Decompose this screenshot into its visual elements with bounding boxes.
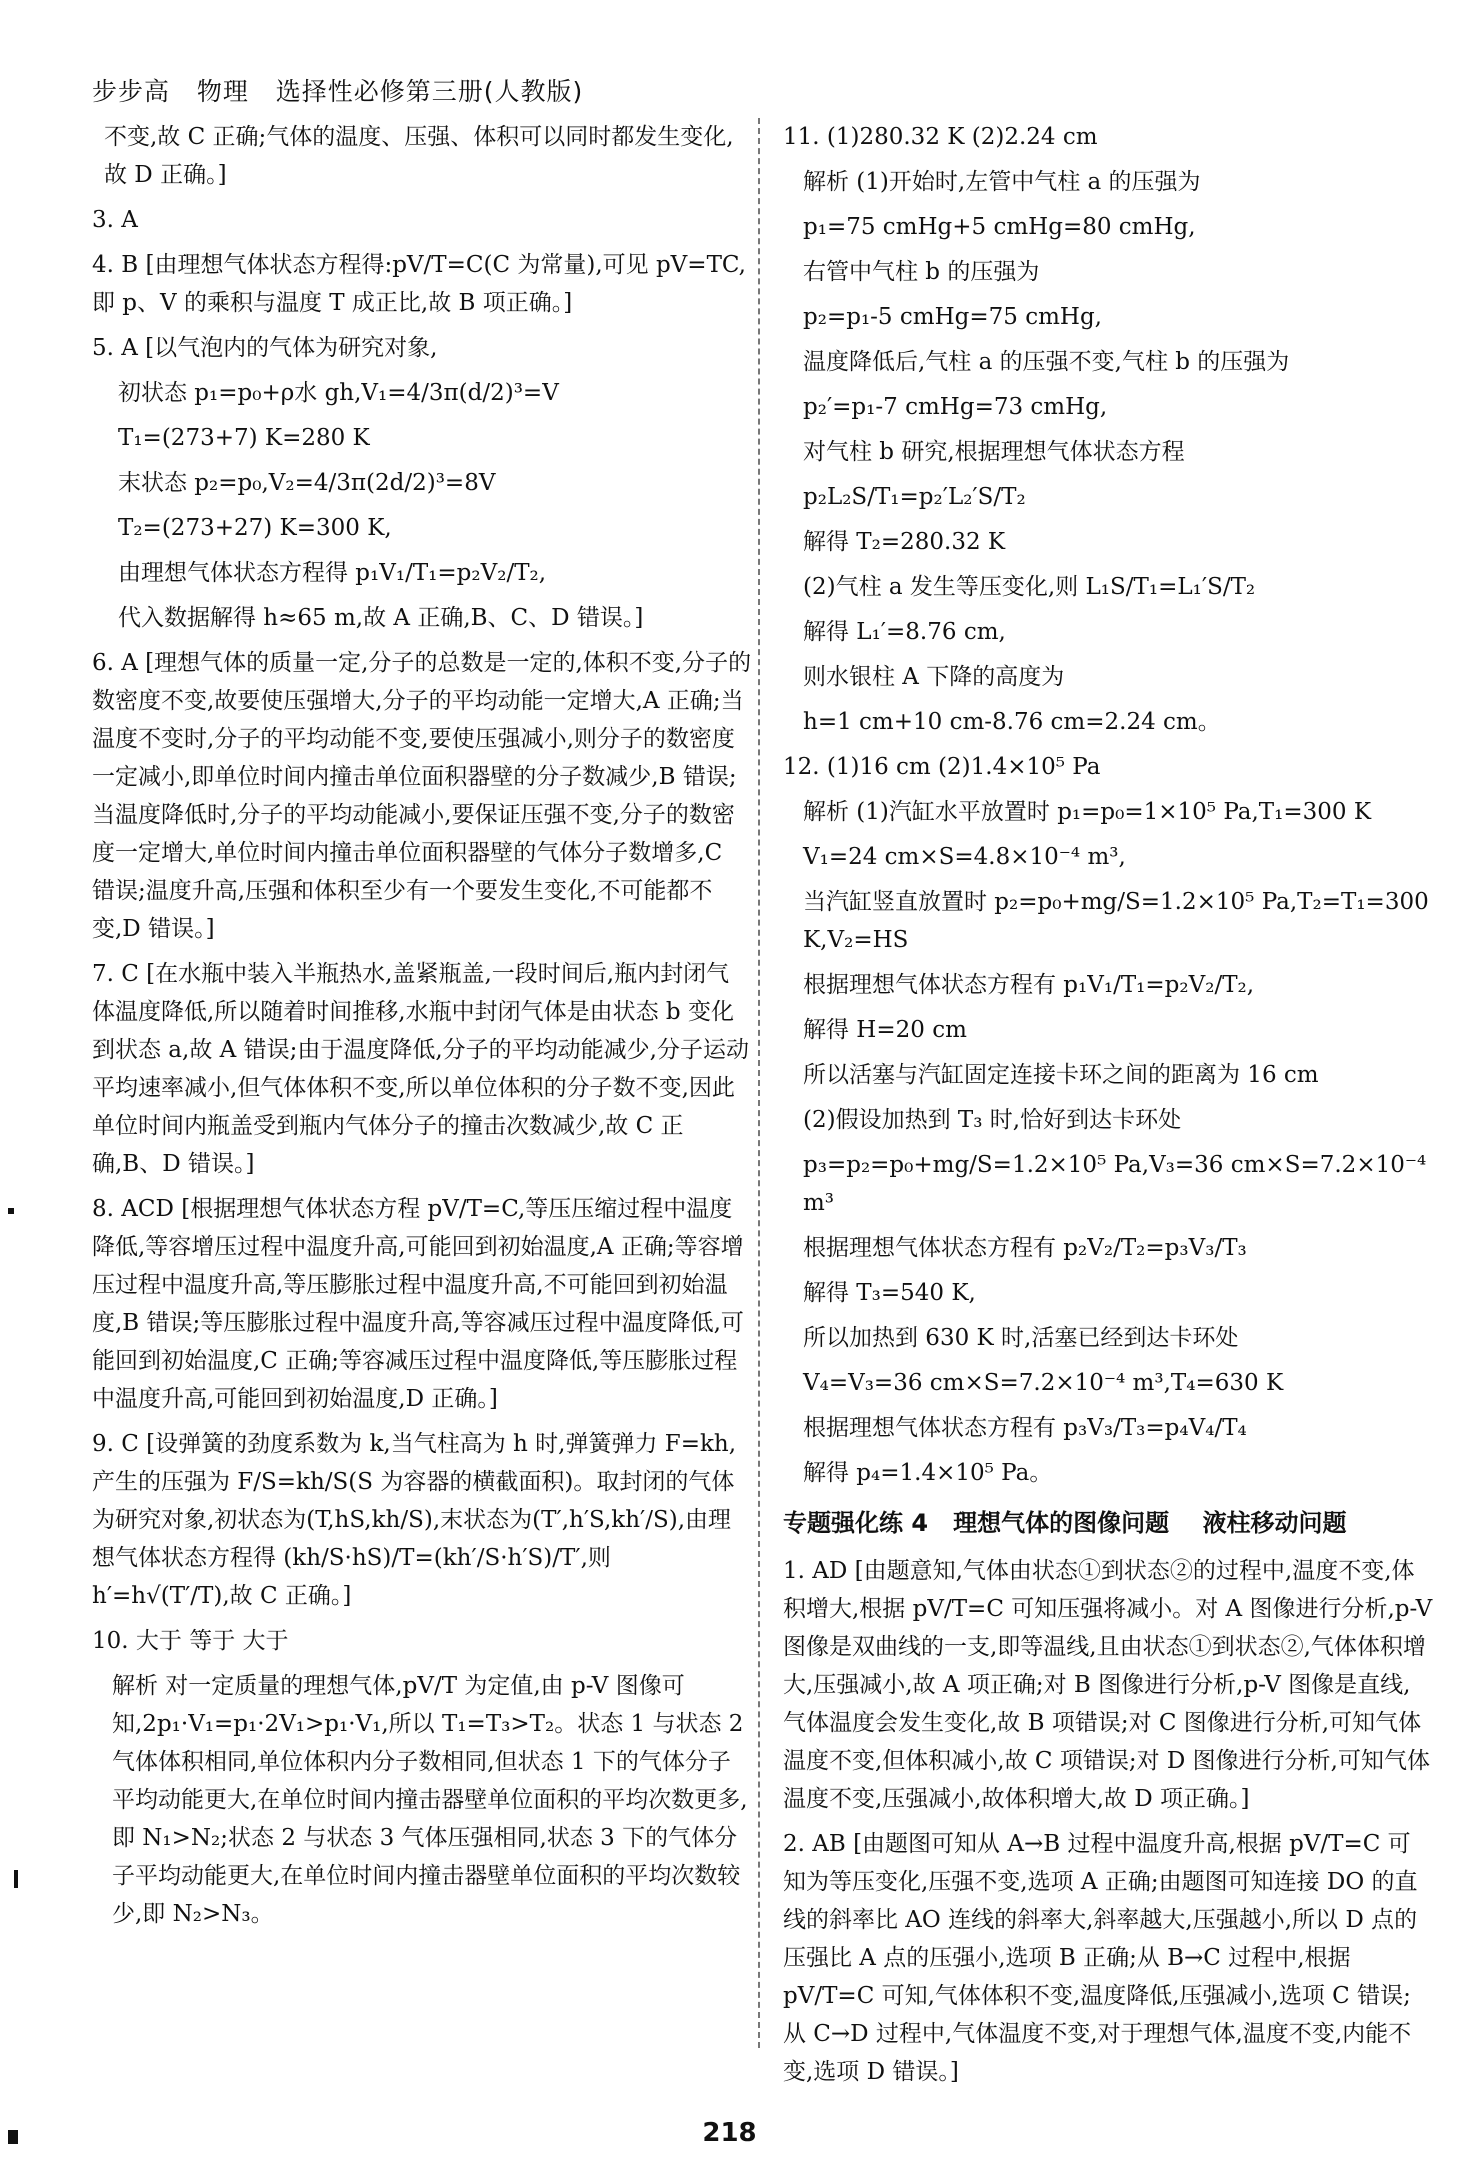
- answer-paragraph: p₂L₂S/T₁=p₂′L₂′S/T₂: [803, 484, 1026, 510]
- answer-paragraph: 1. AD [由题意知,气体由状态①到状态②的过程中,温度不变,体积增大,根据 pV/T=C 可知压强将减小。对 A 图像进行分析,p-V 图像是双曲线的一支,即等温线,且由状态①到状态②,气体体积增大,压强减小,故 A 项正确;对 B 图像进行分析,p-V 图像是直线,气体温度会发生变化,故 B 项错误;对 C 图像进行分析,可知气体温度不变,但体积减小,故 C 项错误;对 D 图像进行分析,可知气体温度不变,压强减小,故体积增大,故 D 项正确。]: [783, 1558, 1433, 1812]
- answer-paragraph: p₃=p₂=p₀+mg/S=1.2×10⁵ Pa,V₃=36 cm×S=7.2×10⁻⁴ m³: [803, 1152, 1427, 1216]
- section-heading: [783, 1504, 1433, 1542]
- running-header: [92, 72, 583, 108]
- answer-paragraph: 解析 对一定质量的理想气体,pV/T 为定值,由 p-V 图像可知,2p₁·V₁=p₁·2V₁>p₁·V₁,所以 T₁=T₃>T₂。状态 1 与状态 2 气体体积相同,单位体积内分子数相同,但状态 1 下的气体分子平均动能更大,在单位时间内撞击器壁单位面积的平均次数更多,即 N₁>N₂;状态 2 与状态 3 气体压强相同,状态 3 下的气体分子平均动能更大,在单位时间内撞击器壁单位面积的平均次数较少,即 N₂>N₃。: [112, 1673, 748, 1927]
- scan-mark: [8, 2130, 18, 2144]
- answer-paragraph: 根据理想气体状态方程有 p₃V₃/T₃=p₄V₄/T₄: [803, 1415, 1247, 1441]
- column-divider: [758, 118, 762, 2048]
- answer-paragraph: 初状态 p₁=p₀+ρ水 gh,V₁=4/3π(d/2)³=V: [118, 380, 559, 406]
- answer-paragraph: 9. C [设弹簧的劲度系数为 k,当气柱高为 h 时,弹簧弹力 F=kh,产生的压强为 F/S=kh/S(S 为容器的横截面积)。取封闭的气体为研究对象,初状态为(T,hS,kh/S),末状态为(T′,h′S,kh′/S),由理想气体状态方程得 (kh/S·hS)/T=(kh′/S·h′S)/T′,则 h′=h√(T′/T),故 C 正确。]: [92, 1431, 737, 1609]
- answer-paragraph: p₂′=p₁-7 cmHg=73 cmHg,: [803, 394, 1108, 420]
- answer-paragraph: 12. (1)16 cm (2)1.4×10⁵ Pa: [783, 754, 1101, 780]
- answer-paragraph: T₁=(273+7) K=280 K: [118, 425, 370, 451]
- answer-paragraph: 代入数据解得 h≈65 m,故 A 正确,B、C、D 错误。]: [118, 605, 644, 631]
- answer-paragraph: 所以加热到 630 K 时,活塞已经到达卡环处: [803, 1325, 1239, 1351]
- answer-paragraph: 11. (1)280.32 K (2)2.24 cm: [783, 124, 1098, 150]
- answer-paragraph: 温度降低后,气柱 a 的压强不变,气柱 b 的压强为: [803, 349, 1290, 375]
- header-book: 步步高: [92, 77, 171, 106]
- section-answers: [783, 1552, 1433, 2091]
- answer-paragraph: 4. B [由理想气体状态方程得:pV/T=C(C 为常量),可见 pV=TC,即 p、V 的乘积与温度 T 成正比,故 B 项正确。]: [92, 252, 746, 316]
- scan-mark: [8, 1208, 14, 1214]
- answer-paragraph: 解得 T₂=280.32 K: [803, 529, 1006, 555]
- section-label: 专题强化练 4: [783, 1509, 929, 1537]
- answer-paragraph: 由理想气体状态方程得 p₁V₁/T₁=p₂V₂/T₂,: [118, 560, 547, 586]
- page-number: 218: [702, 2118, 757, 2148]
- section-title-a: 理想气体的图像问题: [953, 1509, 1170, 1537]
- answer-paragraph: 根据理想气体状态方程有 p₁V₁/T₁=p₂V₂/T₂,: [803, 972, 1255, 998]
- right-column: [783, 118, 1433, 2098]
- answer-paragraph: (2)假设加热到 T₃ 时,恰好到达卡环处: [803, 1107, 1182, 1133]
- answer-paragraph: 解得 L₁′=8.76 cm,: [803, 619, 1006, 645]
- answer-paragraph: T₂=(273+27) K=300 K,: [118, 515, 392, 541]
- answer-paragraph: 当汽缸竖直放置时 p₂=p₀+mg/S=1.2×10⁵ Pa,T₂=T₁=300 K,V₂=HS: [803, 889, 1429, 953]
- answer-paragraph: 对气柱 b 研究,根据理想气体状态方程: [803, 439, 1185, 465]
- answer-paragraph: 6. A [理想气体的质量一定,分子的总数是一定的,体积不变,分子的数密度不变,故要使压强增大,分子的平均动能一定增大,A 正确;当温度不变时,分子的平均动能不变,要使压强减小,则分子的数密度一定减小,即单位时间内撞击单位面积器壁的分子数减少,B 错误;当温度降低时,分子的平均动能减小,要保证压强不变,分子的数密度一定增大,单位时间内撞击单位面积器壁的气体分子数增多,C 错误;温度升高,压强和体积至少有一个要发生变化,不可能都不变,D 错误。]: [92, 650, 752, 942]
- header-volume: 选择性必修第三册(人教版): [275, 77, 584, 106]
- answer-paragraph: V₄=V₃=36 cm×S=7.2×10⁻⁴ m³,T₄=630 K: [803, 1370, 1284, 1396]
- answer-paragraph: 10. 大于 等于 大于: [92, 1628, 289, 1654]
- answer-paragraph: 所以活塞与汽缸固定连接卡环之间的距离为 16 cm: [803, 1062, 1319, 1088]
- answer-paragraph: 2. AB [由题图可知从 A→B 过程中温度升高,根据 pV/T=C 可知为等压变化,压强不变,选项 A 正确;由题图可知连接 DO 的直线的斜率比 AO 连线的斜率大,斜率越大,压强越小,所以 D 点的压强比 A 点的压强小,选项 B 正确;从 B→C 过程中,根据 pV/T=C 可知,气体体积不变,温度降低,压强减小,选项 C 错误;从 C→D 过程中,气体温度不变,对于理想气体,温度不变,内能不变,选项 D 错误。]: [783, 1831, 1418, 2085]
- answer-paragraph: 7. C [在水瓶中装入半瓶热水,盖紧瓶盖,一段时间后,瓶内封闭气体温度降低,所以随着时间推移,水瓶中封闭气体是由状态 b 变化到状态 a,故 A 错误;由于温度降低,分子的平均动能减少,分子运动平均速率减小,但气体体积不变,所以单位体积的分子数不变,因此单位时间内瓶盖受到瓶内气体分子的撞击次数减少,故 C 正确,B、D 错误。]: [92, 961, 749, 1177]
- answer-paragraph: 解得 p₄=1.4×10⁵ Pa。: [803, 1460, 1053, 1486]
- answer-paragraph: 解析 (1)汽缸水平放置时 p₁=p₀=1×10⁵ Pa,T₁=300 K: [803, 799, 1372, 825]
- answer-paragraph: 解得 H=20 cm: [803, 1017, 967, 1043]
- answer-paragraph: (2)气柱 a 发生等压变化,则 L₁S/T₁=L₁′S/T₂: [803, 574, 1256, 600]
- left-column: [92, 118, 752, 1940]
- scan-mark: [14, 1870, 18, 1888]
- answer-paragraph: 3. A: [92, 207, 138, 233]
- answer-paragraph: 末状态 p₂=p₀,V₂=4/3π(2d/2)³=8V: [118, 470, 496, 496]
- right-answers: [783, 118, 1433, 1492]
- answer-paragraph: V₁=24 cm×S=4.8×10⁻⁴ m³,: [803, 844, 1126, 870]
- answer-paragraph: 8. ACD [根据理想气体状态方程 pV/T=C,等压压缩过程中温度降低,等容增压过程中温度升高,可能回到初始温度,A 正确;等容增压过程中温度升高,等压膨胀过程中温度升高,不可能回到初始温度,B 错误;等压膨胀过程中温度升高,等容减压过程中温度降低,可能回到初始温度,C 正确;等容减压过程中温度降低,等压膨胀过程中温度升高,可能回到初始温度,D 正确。]: [92, 1196, 744, 1412]
- answer-paragraph: 不变,故 C 正确;气体的温度、压强、体积可以同时都发生变化,故 D 正确。]: [104, 124, 734, 188]
- header-subject: 物理: [196, 77, 249, 106]
- answer-paragraph: 解得 T₃=540 K,: [803, 1280, 976, 1306]
- answer-paragraph: h=1 cm+10 cm-8.76 cm=2.24 cm。: [803, 709, 1221, 735]
- answer-paragraph: 根据理想气体状态方程有 p₂V₂/T₂=p₃V₃/T₃: [803, 1235, 1247, 1261]
- answer-paragraph: 右管中气柱 b 的压强为: [803, 259, 1040, 285]
- answer-paragraph: p₁=75 cmHg+5 cmHg=80 cmHg,: [803, 214, 1196, 240]
- answer-paragraph: 5. A [以气泡内的气体为研究对象,: [92, 335, 438, 361]
- answer-paragraph: 解析 (1)开始时,左管中气柱 a 的压强为: [803, 169, 1201, 195]
- section-title-b: 液柱移动问题: [1202, 1509, 1347, 1537]
- answer-paragraph: p₂=p₁-5 cmHg=75 cmHg,: [803, 304, 1102, 330]
- answer-paragraph: 则水银柱 A 下降的高度为: [803, 664, 1065, 690]
